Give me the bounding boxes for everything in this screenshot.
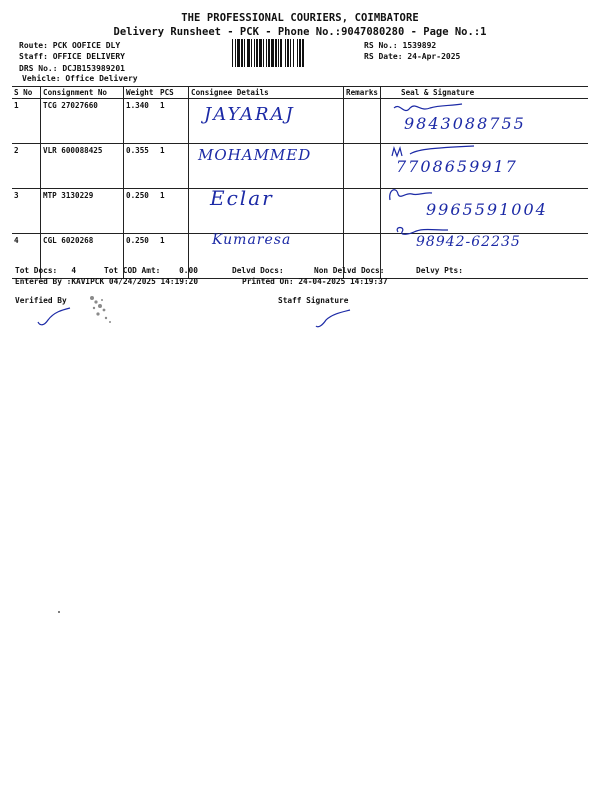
row-consignment: CGL 6020268 [41, 234, 124, 279]
row-consignment: VLR 600088425 [41, 144, 124, 189]
row-remarks [344, 144, 381, 189]
col-header-consignment: Consignment No [41, 87, 124, 99]
col-header-consignee: Consignee Details [189, 87, 344, 99]
delivery-points: Delvy Pts: [416, 266, 463, 275]
drs-number: DRS No.: DCJB153989201 [19, 64, 125, 73]
handwritten-phone-number: 9843088755 [404, 114, 526, 133]
staff-signature-label: Staff Signature [278, 296, 349, 305]
smudge-mark [82, 292, 120, 328]
signature-scribble [392, 224, 472, 240]
handwritten-phone-number: 98942-62235 [416, 234, 521, 250]
rs-date: RS Date: 24-Apr-2025 [364, 52, 461, 61]
handwritten-phone-number: 7708659917 [396, 157, 518, 176]
row-weight: 0.250 [124, 189, 159, 234]
col-header-sno: S No [12, 87, 41, 99]
col-header-seal: Seal & Signature [381, 87, 588, 99]
total-cod-amount: Tot COD Amt: 0.00 [104, 266, 198, 275]
table-header-row [12, 87, 588, 99]
rs-number: RS No.: 1539892 [364, 41, 437, 50]
vehicle-label: Vehicle: Office Delivery [22, 74, 138, 83]
runsheet-title: Delivery Runsheet - PCK - Phone No.:9047080280 - Page No.:1 [113, 26, 487, 38]
printed-on: Printed On: 24-04-2025 14:19:37 [242, 277, 388, 286]
row-sno: 3 [12, 189, 41, 234]
row-pcs: 1 [158, 99, 189, 144]
row-pcs: 1 [158, 234, 189, 279]
handwritten-consignee-name: MOHAMMED [198, 146, 312, 164]
row-sno: 4 [12, 234, 41, 279]
row-weight: 0.355 [124, 144, 159, 189]
handwritten-consignee-name: Eclar [210, 186, 274, 210]
route-label: Route: PCK OOFICE DLY [19, 41, 121, 50]
row-sno: 1 [12, 99, 41, 144]
verified-by-label: Verified By [15, 296, 67, 305]
stray-dot [58, 611, 60, 613]
col-header-remarks: Remarks [344, 87, 381, 99]
row-consignment: MTP 3130229 [41, 189, 124, 234]
row-sno: 2 [12, 144, 41, 189]
col-header-pcs: PCS [158, 87, 189, 99]
signature-scribble [384, 184, 464, 204]
row-pcs: 1 [158, 144, 189, 189]
row-pcs: 1 [158, 189, 189, 234]
company-title: THE PROFESSIONAL COURIERS, COIMBATORE [181, 12, 419, 24]
barcode-image [232, 39, 353, 67]
handwritten-consignee-name: JAYARAJ [204, 104, 295, 125]
handwritten-phone-number: 9965591004 [426, 200, 548, 219]
total-docs: Tot Docs: 4 [15, 266, 77, 275]
row-remarks [344, 189, 381, 234]
row-consignment: TCG 27027660 [41, 99, 124, 144]
handwritten-consignee-name: Kumaresa [212, 232, 292, 248]
non-delivered-docs: Non Delvd Docs: [314, 266, 385, 275]
row-remarks [344, 99, 381, 144]
signature-scribble [390, 100, 470, 120]
delivered-docs: Delvd Docs: [232, 266, 284, 275]
col-header-weight: Weight [124, 87, 159, 99]
verified-signature [34, 306, 74, 328]
signature-scribble [388, 144, 478, 162]
row-weight: 1.340 [124, 99, 159, 144]
staff-label: Staff: OFFICE DELIVERY [19, 52, 125, 61]
entered-by: Entered By :KAVIPCK 04/24/2025 14:19:20 [15, 277, 199, 286]
staff-signature [312, 308, 354, 330]
row-weight: 0.250 [124, 234, 159, 279]
